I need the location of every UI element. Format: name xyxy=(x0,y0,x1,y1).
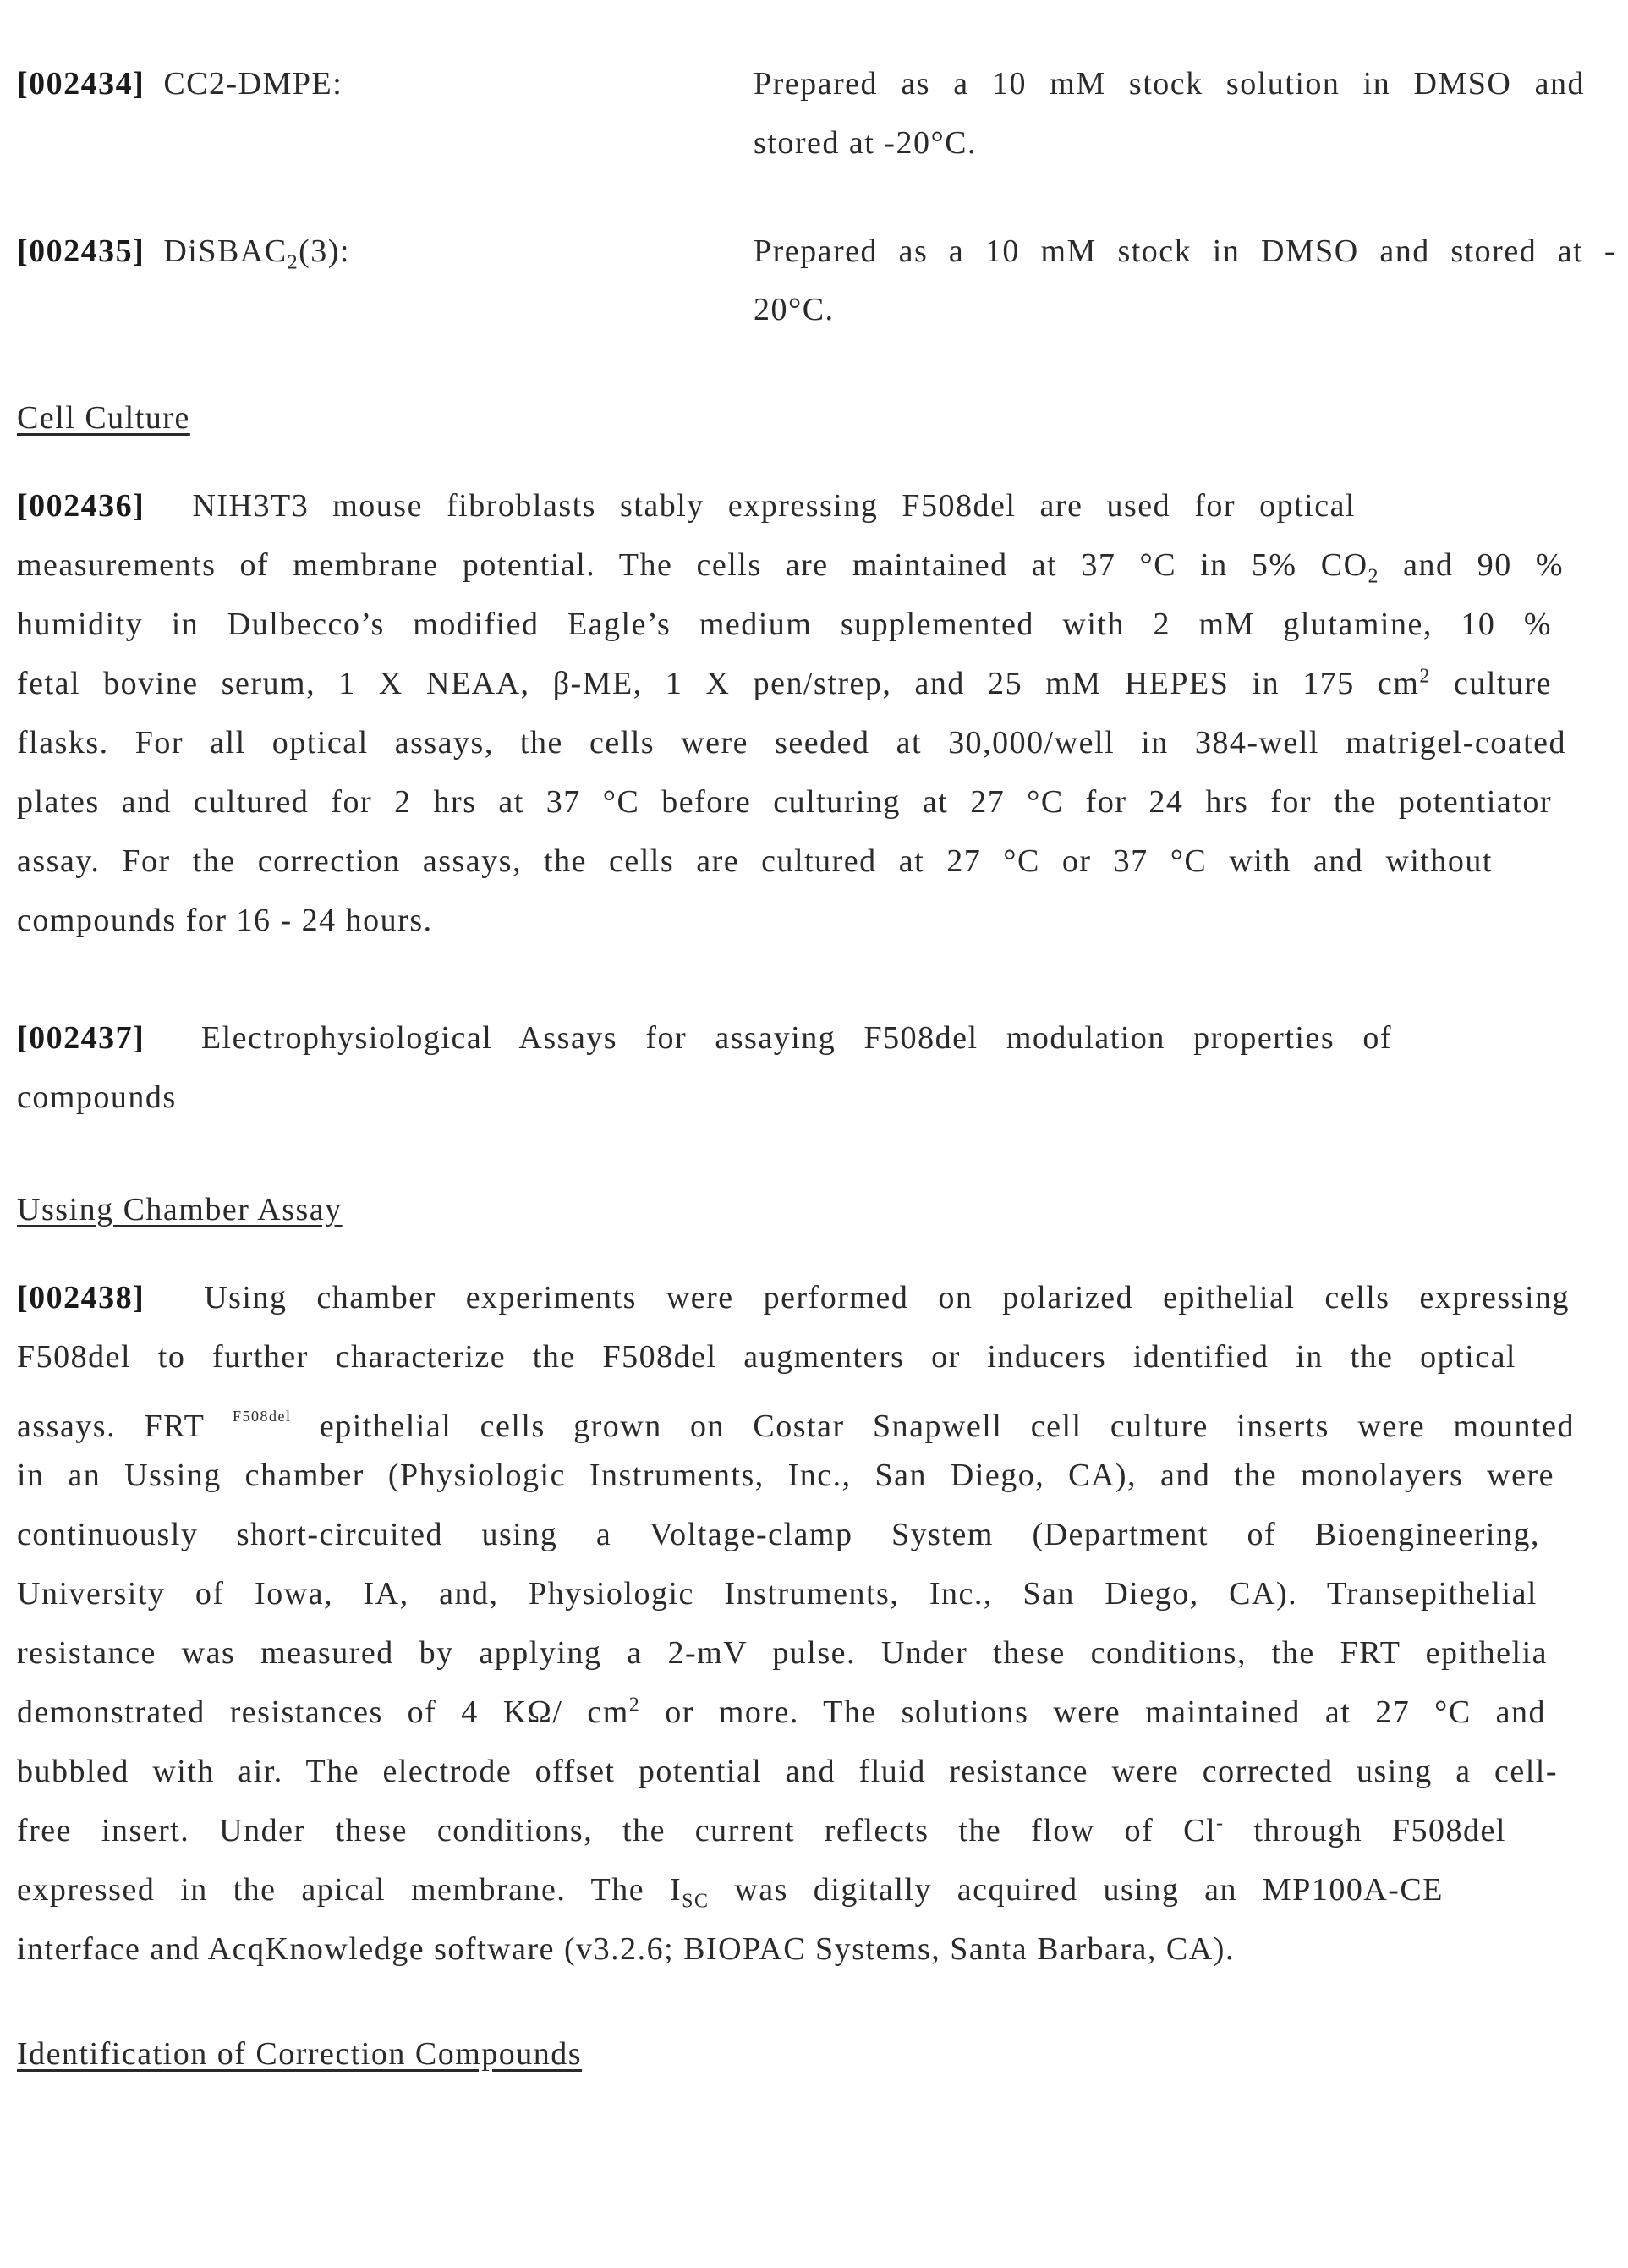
reagent-description: Prepared as a 10 mM stock solution in DMSO and xyxy=(754,64,1585,103)
text-line: assay. For the correction assays, the cells are cultured at 27 °C or 37 °C with and without xyxy=(17,842,1493,881)
text: was digitally acquired using an MP100A-CE xyxy=(709,1872,1444,1908)
text: Using chamber experiments were performed on polarized epithelial cells expressing xyxy=(204,1280,1570,1315)
superscript: 2 xyxy=(1419,665,1431,687)
paragraph-number: [002435] xyxy=(17,233,145,269)
paragraph-002434-label xyxy=(17,64,343,103)
text-line xyxy=(17,1278,1570,1317)
text-line: bubbled with air. The electrode offset potential and fluid resistance were corrected using a cell- xyxy=(17,1752,1558,1791)
text: demonstrated resistances of 4 KΩ/ cm xyxy=(17,1694,629,1730)
text: assays. FRT xyxy=(17,1409,233,1444)
reagent-name xyxy=(163,233,350,269)
text: free insert. Under these conditions, the current reflects the flow of Cl xyxy=(17,1813,1216,1848)
text-line: compounds xyxy=(17,1078,177,1117)
reagent-name-part: (3): xyxy=(299,233,350,269)
paragraph-number: [002434] xyxy=(17,66,145,102)
subscript: 2 xyxy=(1368,566,1380,588)
text-line xyxy=(17,546,1564,585)
text-line: resistance was measured by applying a 2-mV pulse. Under these conditions, the FRT epithelia xyxy=(17,1634,1548,1672)
text: or more. The solutions were maintained at 27 °C and xyxy=(640,1694,1546,1730)
text-line: University of Iowa, IA, and, Physiologic Instruments, Inc., San Diego, CA). Transepithelial xyxy=(17,1574,1538,1613)
reagent-description: stored at -20°C. xyxy=(754,124,977,162)
text-line: F508del to further characterize the F508del augmenters or inducers identified in the optical xyxy=(17,1337,1516,1376)
text-line: flasks. For all optical assays, the cells were seeded at 30,000/well in 384-well matrigel-coated xyxy=(17,723,1566,762)
text-line xyxy=(17,1397,1575,1446)
text-line: interface and AcqKnowledge software (v3.2.6; BIOPAC Systems, Santa Barbara, CA). xyxy=(17,1930,1235,1969)
text: through F508del xyxy=(1225,1813,1506,1848)
superscript: - xyxy=(1216,1812,1225,1834)
text-line: continuously short-circuited using a Voltage-clamp System (Department of Bioengineering, xyxy=(17,1515,1540,1554)
section-heading-identification: Identification of Correction Compounds xyxy=(17,2035,582,2073)
section-heading-cell-culture: Cell Culture xyxy=(17,398,190,437)
reagent-name: CC2-DMPE: xyxy=(163,66,343,102)
text: and 90 % xyxy=(1379,547,1564,583)
paragraph-002435-label xyxy=(17,232,350,271)
superscript: 2 xyxy=(629,1694,641,1716)
text-line xyxy=(17,1019,1392,1057)
text: expressed in the apical membrane. The I xyxy=(17,1872,682,1908)
reagent-description: 20°C. xyxy=(754,290,835,329)
paragraph-number: [002438] xyxy=(17,1280,145,1315)
text-line xyxy=(17,1811,1506,1850)
text: culture xyxy=(1431,666,1552,701)
paragraph-number: [002437] xyxy=(17,1020,145,1056)
text-line xyxy=(17,1870,1444,1909)
text: Electrophysiological Assays for assaying F508del modulation properties of xyxy=(201,1020,1392,1056)
text-line: humidity in Dulbecco’s modified Eagle’s medium supplemented with 2 mM glutamine, 10 % xyxy=(17,605,1552,644)
text-line: in an Ussing chamber (Physiologic Instruments, Inc., San Diego, CA), and the monolayers were xyxy=(17,1456,1554,1495)
reagent-name-part: DiSBAC xyxy=(163,233,287,269)
section-heading-ussing-chamber: Ussing Chamber Assay xyxy=(17,1190,343,1229)
superscript: F508del xyxy=(233,1408,292,1425)
subscript: SC xyxy=(682,1891,709,1913)
reagent-description: Prepared as a 10 mM stock in DMSO and stored at - xyxy=(754,232,1616,271)
text: fetal bovine serum, 1 X NEAA, β-ME, 1 X pen/strep, and 25 mM HEPES in 175 cm xyxy=(17,666,1419,701)
paragraph-number: [002436] xyxy=(17,488,145,524)
text: measurements of membrane potential. The cells are maintained at 37 °C in 5% CO xyxy=(17,547,1368,583)
text-line xyxy=(17,1693,1546,1732)
text-line: plates and cultured for 2 hrs at 37 °C before culturing at 27 °C for 24 hrs for the potentiator xyxy=(17,783,1552,821)
text: epithelial cells grown on Costar Snapwell cell culture inserts were mounted xyxy=(292,1409,1575,1444)
text-line: compounds for 16 - 24 hours. xyxy=(17,901,433,940)
text-line xyxy=(17,486,1356,525)
text: NIH3T3 mouse fibroblasts stably expressing F508del are used for optical xyxy=(192,488,1356,524)
subscript: 2 xyxy=(288,252,299,274)
text-line xyxy=(17,664,1552,703)
